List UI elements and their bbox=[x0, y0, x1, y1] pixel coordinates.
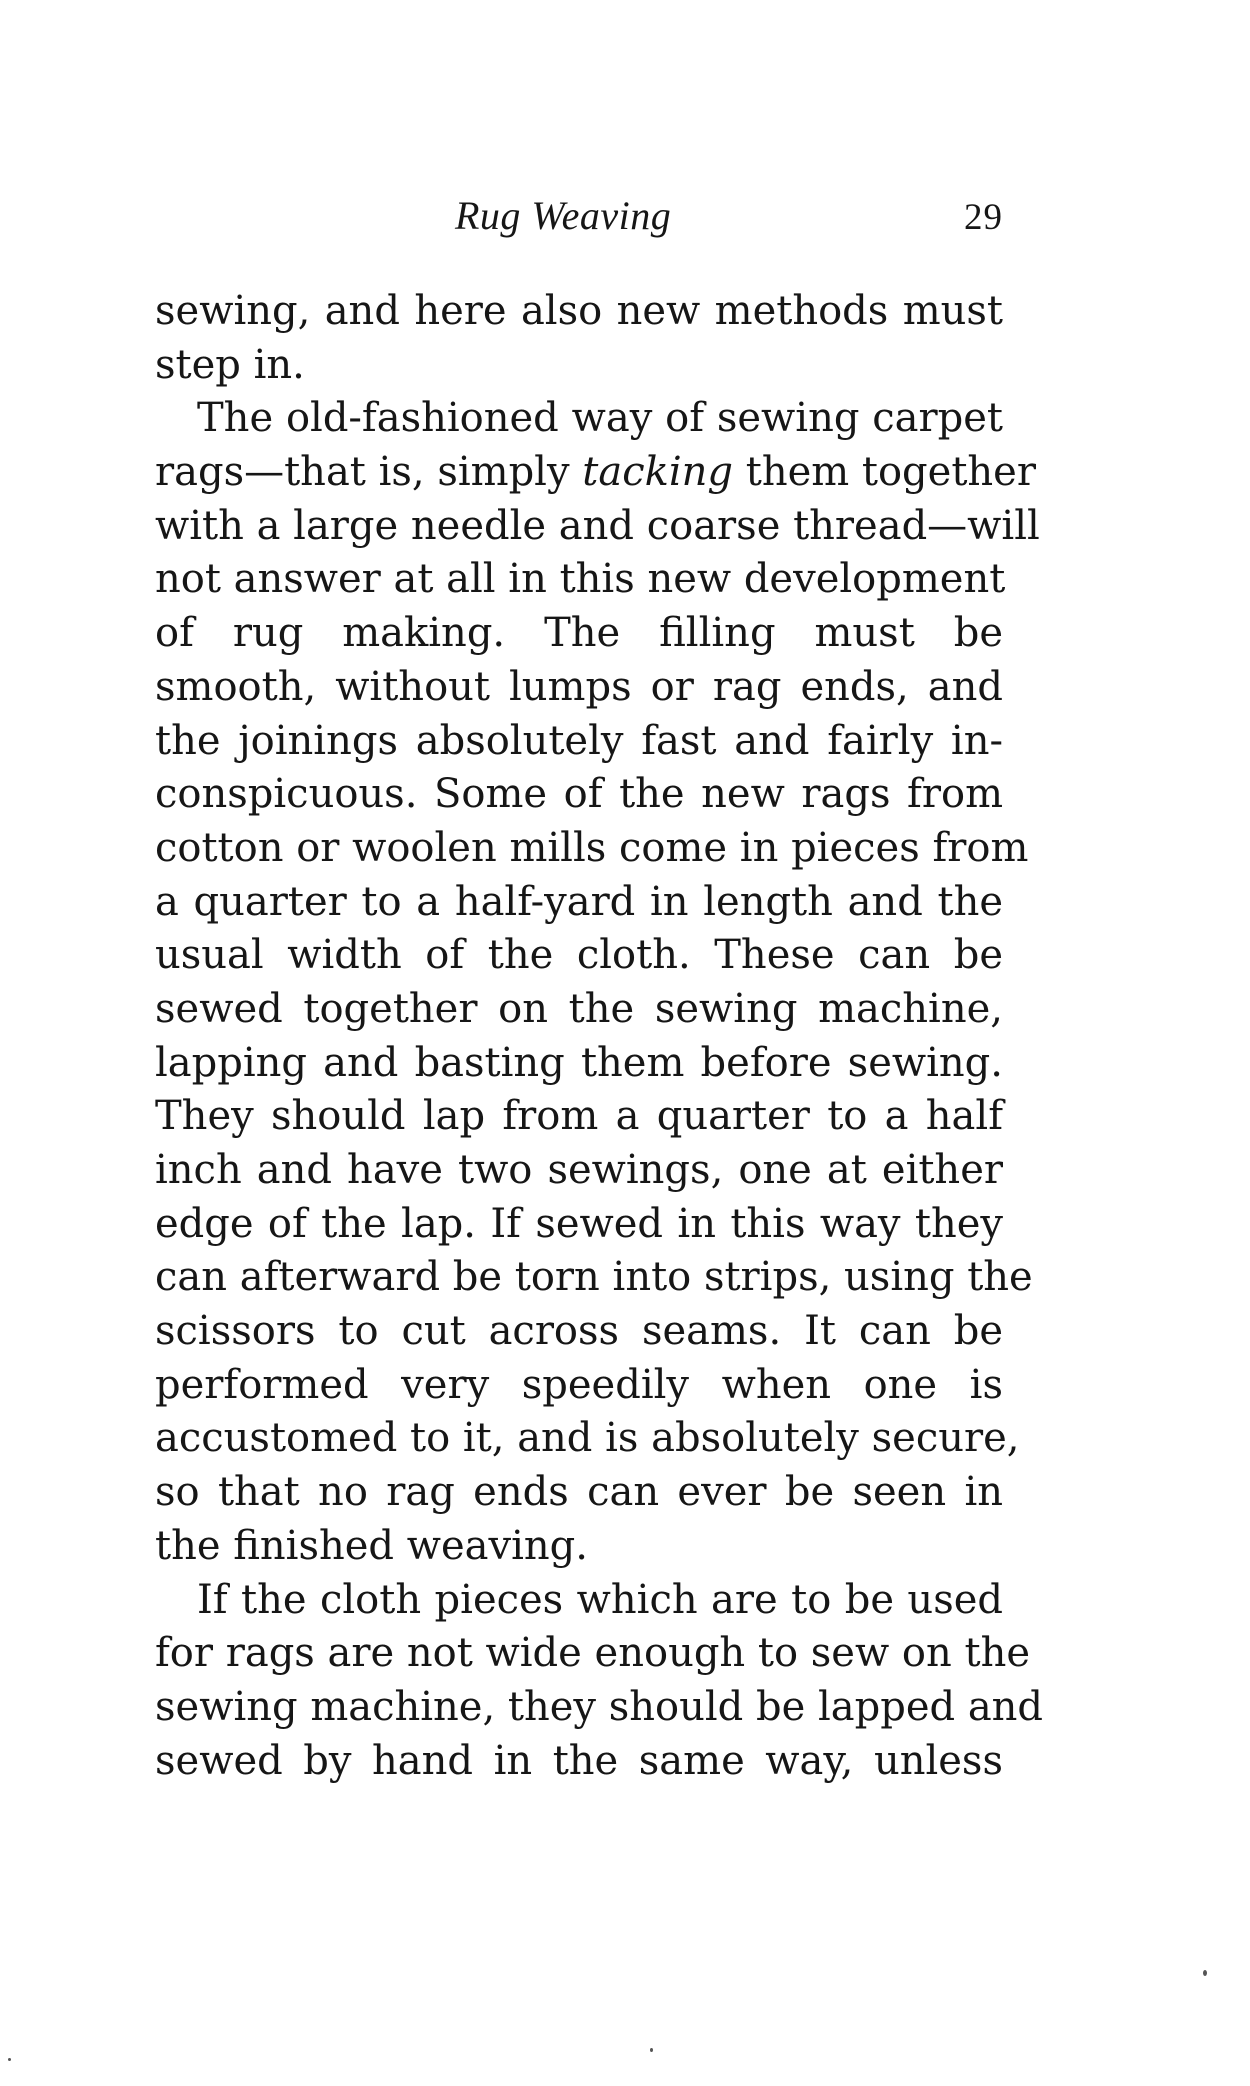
text-line: sewing machine, they should be lapped and bbox=[155, 1683, 1044, 1730]
scan-speck bbox=[650, 2048, 653, 2052]
text-line: can afterward be torn into strips, using the bbox=[155, 1254, 1033, 1301]
text-line: with a large needle and coarse thread—will bbox=[155, 502, 1040, 549]
paragraph-2 bbox=[155, 392, 1040, 1573]
text-line: They should lap from a quarter to a half bbox=[155, 1093, 1003, 1140]
text-line: The old-fashioned way of sewing carpet bbox=[197, 395, 1003, 442]
text-line: of rug making. The filling must be bbox=[155, 610, 1003, 657]
text-line-with-italic bbox=[155, 446, 1036, 500]
text-line: the joinings absolutely fast and fairly in- bbox=[155, 717, 1003, 764]
text-line: accustomed to it, and is absolutely secure, bbox=[155, 1415, 1020, 1462]
text-line: usual width of the cloth. These can be bbox=[155, 932, 1003, 979]
italic-word: tacking bbox=[582, 449, 734, 496]
text-line: conspicuous. Some of the new rags from bbox=[155, 771, 1003, 818]
text-line: not answer at all in this new development bbox=[155, 556, 1006, 603]
text-line: lapping and basting them before sewing. bbox=[155, 1039, 1003, 1086]
running-title: Rug Weaving bbox=[455, 193, 672, 238]
text-line: sewed by hand in the same way, unless bbox=[155, 1737, 1003, 1784]
text-line: step in. bbox=[155, 341, 305, 388]
text-run: them together bbox=[733, 449, 1036, 496]
text-line: sewing, and here also new methods must bbox=[155, 288, 1003, 334]
text-line: If the cloth pieces which are to be used bbox=[197, 1576, 1003, 1623]
scan-speck bbox=[1203, 1970, 1207, 1976]
text-line: inch and have two sewings, one at either bbox=[155, 1147, 1003, 1193]
paragraph-1 bbox=[155, 285, 1003, 392]
text-line: for rags are not wide enough to sew on the bbox=[155, 1630, 1030, 1677]
text-line: performed very speedily when one is bbox=[155, 1361, 1003, 1408]
text-line: a quarter to a half-yard in length and the bbox=[155, 878, 1003, 925]
text-line: cotton or woolen mills come in pieces from bbox=[155, 824, 1029, 871]
text-line: the finished weaving. bbox=[155, 1522, 588, 1569]
paragraph-3 bbox=[155, 1574, 1044, 1789]
body-text bbox=[155, 285, 1044, 1788]
text-line: so that no rag ends can ever be seen in bbox=[155, 1469, 1003, 1516]
page-number: 29 bbox=[964, 197, 1003, 238]
text-line: sewed together on the sewing machine, bbox=[155, 985, 1003, 1032]
text-line: scissors to cut across seams. It can be bbox=[155, 1308, 1003, 1355]
scan-speck bbox=[8, 2058, 11, 2061]
text-line: edge of the lap. If sewed in this way they bbox=[155, 1200, 1003, 1247]
text-line: smooth, without lumps or rag ends, and bbox=[155, 663, 1003, 710]
running-head bbox=[155, 190, 1003, 242]
text-run: rags—that is, simply bbox=[155, 449, 583, 496]
